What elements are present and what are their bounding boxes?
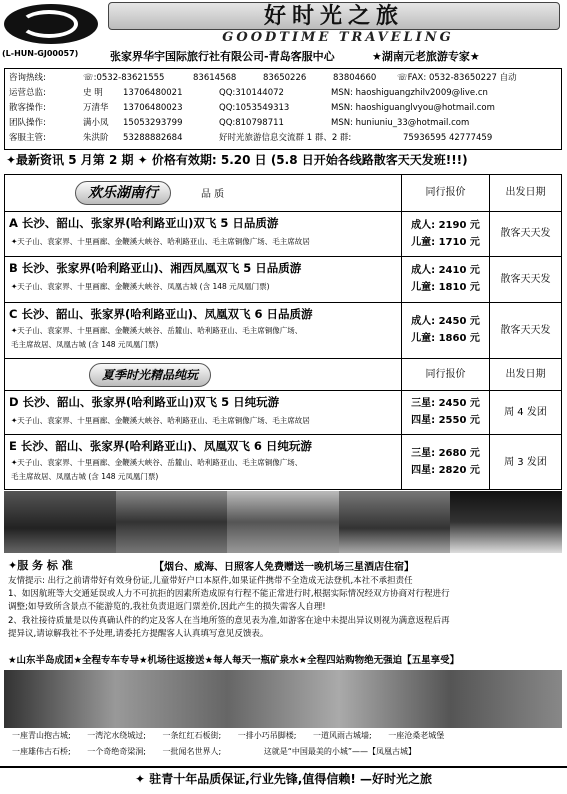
child-price: 儿童: 1710 元 [411,237,480,248]
section-header [5,175,561,211]
departure-date: 周 4 发团 [489,391,561,434]
star4-price: 四星: 2550 元 [411,415,480,426]
contact-mobile: 53288882684 [123,133,183,143]
service-line: 2、我社接待质量是以传真确认件的约定及客人在当地所签的意见表为准,如游客在途中未提出异议则视为满意返程后再 [8,616,450,626]
contact-phone: 83614568 [193,73,237,83]
price-column-header: 同行报价 [401,359,489,390]
caption: 一排小巧吊脚楼; [237,731,297,740]
tour-details: 毛主席故居、凤凰古城 (含 148 元凤凰门票) [11,472,159,481]
service-line: 友情提示: 出行之前请带好有效身份证,儿童带好户口本原件,如果证件携带不全造成无法登机,本社不承担责任 [8,576,413,586]
adult-price: 成人: 2190 元 [411,220,480,231]
tour-title: B 长沙、张家界(哈利路亚山)、湘西凤凰双飞 5 日品质游 [9,261,302,275]
contact-mobile: 13706480021 [123,88,183,98]
contact-label: 咨询热线: [9,73,46,83]
child-price: 儿童: 1860 元 [411,333,480,344]
caption: 一个奇绝奇梁洞; [87,747,146,756]
scenery-photo [450,491,562,553]
tour-row[interactable] [5,302,561,358]
caption: 一条红红石板街; [162,731,222,740]
footer-slogan: ✦ 驻青十年品质保证,行业先锋,值得信赖! —好时光之旅 [0,766,567,788]
contact-name: 万清华 [83,103,109,113]
scenery-photo [116,491,228,553]
date-column-header: 出发日期 [489,359,561,390]
license-number: (L-HUN-GJ00057) [2,49,79,58]
section-banner: 夏季时光精品纯玩 [89,363,211,387]
contact-label: 散客操作: [9,103,46,113]
news-bar: ✦最新资讯 5 月第 2 期 ✦ 价格有效期: 5.20 日 (5.8 日开始各线路散客天天发班!!!) [6,153,468,167]
tour-title: E 长沙、韶山、张家界(哈利路亚山)、凤凰双飞 6 日纯玩游 [9,439,312,453]
section-banner: 欢乐湖南行 [75,181,171,205]
contact-fax: ☏FAX: 0532-83650227 自动 [397,73,517,83]
scenery-photo [4,491,116,553]
promo-banner: ★山东半岛成团★全程专车专导★机场往返接送★每人每天一瓶矿泉水★全程四站购物绝无强迫【五星享受】 [8,655,460,666]
agency-slogan: ★湖南元老旅游专家★ [372,50,480,63]
section-header [5,358,561,390]
tour-price [401,257,489,302]
scenery-photo [227,491,339,553]
contact-name: 史 明 [83,88,103,98]
star4-price: 四星: 2820 元 [411,465,480,476]
contact-name: 朱洪阶 [83,133,109,143]
departure-date: 散客天天发 [489,303,561,358]
contact-qq: QQ:810798711 [219,118,284,128]
tour-products [4,174,562,490]
caption: 一座青山抱古城; [12,731,71,740]
caption-row [12,730,444,741]
scenery-photo-strip [4,491,562,553]
tour-details: ✦天子山、袁家界、十里画廊、金鞭溪大峡谷、岳麓山、哈利路亚山、毛主席铜像广场、 [11,326,303,335]
tour-title: A 长沙、韶山、张家界(哈利路亚山)双飞 5 日品质游 [9,216,279,230]
tour-title: C 长沙、韶山、张家界(哈利路亚山)、凤凰双飞 6 日品质游 [9,307,313,321]
contact-row [5,87,561,100]
contact-label: 客服主管: [9,133,46,143]
contact-row [5,132,561,145]
tour-details: ✦天子山、袁家界、十里画廊、金鞭溪大峡谷、岳麓山、哈利路亚山、毛主席铜像广场、 [11,458,303,467]
contact-row [5,72,561,85]
service-line: 调整;如导致所含景点不能游览的,我社负责退返门票差价,因此产生的损失需客人自理! [8,602,326,612]
caption: 一座沧桑老城堡 [388,731,445,740]
service-line: 1、如因航班等大交通延误或人力不可抗拒的因素所造成原有行程不能正常进行时,根据实际情况经双方协商对行程进行 [8,589,450,599]
contact-row [5,102,561,115]
caption-row [12,746,416,757]
contact-qq: QQ:1053549313 [219,103,290,113]
contact-row [5,117,561,130]
contact-label: 运营总监: [9,88,46,98]
departure-date: 周 3 发团 [489,435,561,490]
price-column-header: 同行报价 [401,175,489,211]
tour-row[interactable] [5,211,561,256]
agency-name: 张家界华宇国际旅行社有限公司-青岛客服中心 [110,50,335,63]
brand-title: 好时光之旅 [108,2,560,30]
chat-group-numbers: 75936595 42777459 [403,133,493,143]
gift-notice: 【烟台、威海、日照客人免费赠送一晚机场三星酒店住宿】 [154,562,414,573]
contact-panel [4,68,562,150]
tour-title: D 长沙、韶山、张家界(哈利路亚山)双飞 5 日纯玩游 [9,395,280,409]
tour-price [401,391,489,434]
contact-qq: QQ:310144072 [219,88,284,98]
contact-phone: ☏:0532-83621555 [83,73,165,83]
caption: 一座雄伟古石桥; [12,747,71,756]
star3-price: 三星: 2450 元 [411,398,480,409]
service-title: ✦服 务 标 准 [8,559,73,572]
contact-name: 满小凤 [83,118,109,128]
contact-msn: MSN: haoshiguangzhilv2009@live.cn [331,88,488,98]
contact-phone: 83650226 [263,73,307,83]
adult-price: 成人: 2450 元 [411,316,480,327]
chat-group-label: 好时光旅游信息交流群 1 群、2 群: [219,133,352,143]
contact-mobile: 15053293799 [123,118,183,128]
contact-msn: MSN: huniuniu_33@hotmail.com [331,118,470,128]
tour-details: ✦天子山、袁家界、十里画廊、金鞭溪大峡谷、哈利路亚山、毛主席铜像广场、毛主席故居 [11,237,310,246]
brand-logo [4,4,98,44]
scenery-photo [339,491,451,553]
contact-msn: MSN: haoshiguanglvyou@hotmail.com [331,103,495,113]
child-price: 儿童: 1810 元 [411,282,480,293]
departure-date: 散客天天发 [489,212,561,256]
tour-price [401,212,489,256]
caption: 一道风雨古城墙; [313,731,372,740]
adult-price: 成人: 2410 元 [411,265,480,276]
caption: 这就是“中国最美的小城”——【凤凰古城】 [263,747,417,756]
tour-row[interactable] [5,434,561,490]
caption: 一批闻名世界人; [162,747,222,756]
contact-mobile: 13706480023 [123,103,183,113]
fenghuang-photo-strip [4,670,562,728]
caption: 一湾沱水绕城过; [87,731,146,740]
service-line: 提异议,请谅解我社不予处理,请委托方提醒客人认真填写意见反馈表。 [8,629,269,639]
brand-subtitle: GOODTIME TRAVELING [222,30,454,45]
tour-row[interactable] [5,390,561,434]
header [0,0,567,48]
tour-details: 毛主席故居、凤凰古城 (含 148 元凤凰门票) [11,340,159,349]
tour-details: ✦天子山、袁家界、十里画廊、金鞭溪大峡谷、凤凰古城 (含 148 元凤凰门票) [11,282,270,291]
date-column-header: 出发日期 [489,175,561,211]
fenghuang-captions [4,728,562,762]
contact-phone: 83804660 [333,73,377,83]
tour-details: ✦天子山、袁家界、十里画廊、金鞭溪大峡谷、哈利路亚山、毛主席铜像广场、毛主席故居 [11,416,310,425]
tour-price [401,435,489,490]
contact-label: 团队操作: [9,118,46,128]
tour-price [401,303,489,358]
departure-date: 散客天天发 [489,257,561,302]
section-subtitle: 品 质 [201,189,225,200]
tour-row[interactable] [5,256,561,302]
star3-price: 三星: 2680 元 [411,448,480,459]
